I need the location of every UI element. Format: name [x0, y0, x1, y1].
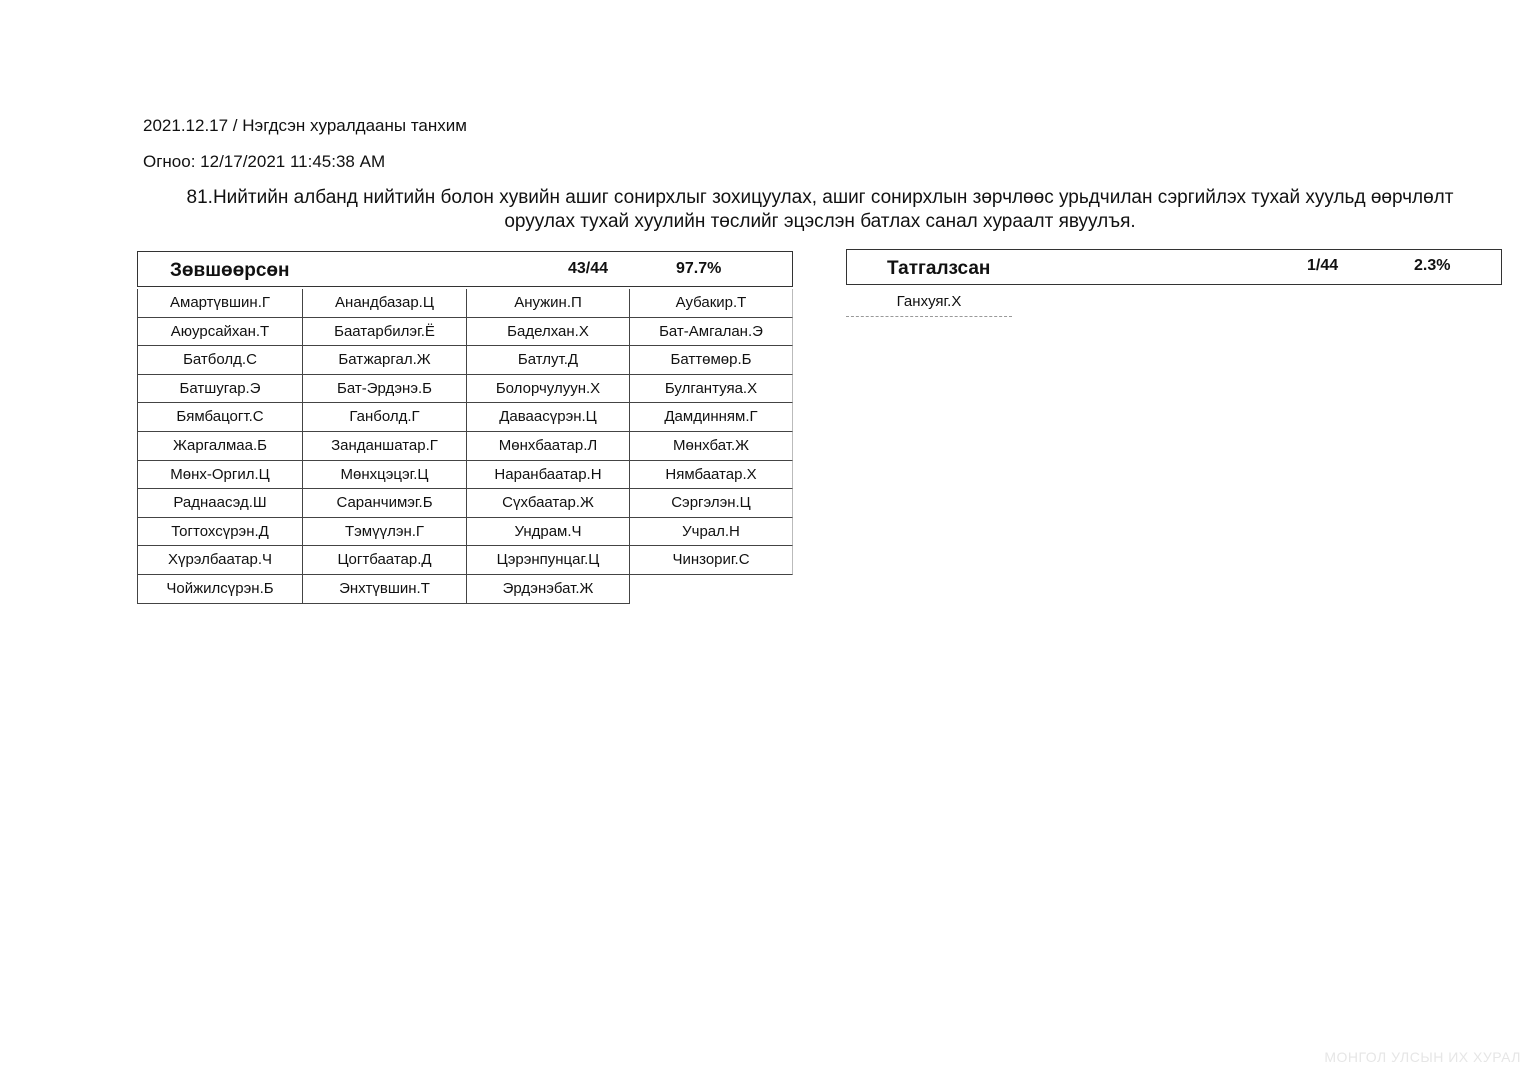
approved-name-cell: Тогтохсүрэн.Д [137, 518, 303, 547]
approved-name-cell: Баатарбилэг.Ё [303, 318, 467, 347]
rejected-count: 1/44 [1307, 257, 1339, 274]
approved-title: Зөвшөөрсөн [170, 260, 290, 281]
approved-name-cell: Батжаргал.Ж [303, 346, 467, 375]
rejected-names-list [846, 290, 1012, 317]
approved-name-cell: Амартүвшин.Г [137, 289, 303, 318]
approved-name-cell: Ундрам.Ч [467, 518, 630, 547]
approved-name-cell: Баттөмөр.Б [630, 346, 793, 375]
approved-name-cell: Анандбазар.Ц [303, 289, 467, 318]
motion-title: 81.Нийтийн албанд нийтийн болон хувийн ашиг сонирхлыг зохицуулах, ашиг сонирхлын зөрчлөөс урьдчилан сэргийлэх тухай хуульд өөрчлөлт оруулах тухай хуулийн төслийг эцэслэн батлах санал хураалт явуулъя. [186, 187, 1454, 232]
approved-name-cell: Булгантуяа.Х [630, 375, 793, 404]
approved-name-cell: Цогтбаатар.Д [303, 546, 467, 575]
approved-name-cell: Учрал.Н [630, 518, 793, 547]
approved-name-cell: Чойжилсүрэн.Б [137, 575, 303, 604]
approved-name-cell: Нямбаатар.Х [630, 461, 793, 490]
rejected-name-cell: Ганхуяг.Х [846, 290, 1012, 317]
approved-name-cell: Болорчулуун.Х [467, 375, 630, 404]
session-location-line: 2021.12.17 / Нэгдсэн хуралдааны танхим [143, 116, 467, 135]
approved-name-cell: Даваасүрэн.Ц [467, 403, 630, 432]
date-line: Огноо: 12/17/2021 11:45:38 AM [143, 152, 386, 171]
watermark: МОНГОЛ УЛСЫН ИХ ХУРАЛ [1324, 1049, 1521, 1065]
approved-header [137, 251, 793, 287]
approved-name-cell: Цэрэнпунцаг.Ц [467, 546, 630, 575]
approved-percent: 97.7% [676, 260, 722, 277]
approved-name-cell: Мөнхбаатар.Л [467, 432, 630, 461]
approved-name-cell: Батшугар.Э [137, 375, 303, 404]
approved-name-cell: Батлут.Д [467, 346, 630, 375]
approved-name-cell: Энхтүвшин.Т [303, 575, 467, 604]
approved-name-cell: Баделхан.Х [467, 318, 630, 347]
approved-name-cell: Саранчимэг.Б [303, 489, 467, 518]
approved-name-cell: Чинзориг.С [630, 546, 793, 575]
approved-name-cell: Занданшатар.Г [303, 432, 467, 461]
approved-name-cell: Эрдэнэбат.Ж [467, 575, 630, 604]
approved-name-cell: Жаргалмаа.Б [137, 432, 303, 461]
approved-name-cell: Сүхбаатар.Ж [467, 489, 630, 518]
approved-name-cell: Батболд.С [137, 346, 303, 375]
rejected-percent: 2.3% [1414, 257, 1451, 274]
approved-name-cell: Бат-Амгалан.Э [630, 318, 793, 347]
approved-name-cell: Мөнх-Оргил.Ц [137, 461, 303, 490]
approved-name-cell: Мөнхбат.Ж [630, 432, 793, 461]
approved-name-cell: Сэргэлэн.Ц [630, 489, 793, 518]
approved-count: 43/44 [568, 260, 609, 277]
approved-name-cell: Аюурсайхан.Т [137, 318, 303, 347]
rejected-header [846, 249, 1502, 285]
approved-name-cell: Наранбаатар.Н [467, 461, 630, 490]
approved-name-cell: Аубакир.Т [630, 289, 793, 318]
rejected-title: Татгалзсан [887, 258, 991, 279]
approved-name-cell: Ганболд.Г [303, 403, 467, 432]
approved-names-grid [137, 289, 793, 604]
approved-name-cell: Дамдинням.Г [630, 403, 793, 432]
approved-name-cell: Анужин.П [467, 289, 630, 318]
approved-name-cell: Хүрэлбаатар.Ч [137, 546, 303, 575]
approved-name-cell: Тэмүүлэн.Г [303, 518, 467, 547]
approved-name-cell: Бат-Эрдэнэ.Б [303, 375, 467, 404]
approved-name-cell: Мөнхцэцэг.Ц [303, 461, 467, 490]
approved-name-cell: Раднаасэд.Ш [137, 489, 303, 518]
approved-name-cell: Бямбацогт.С [137, 403, 303, 432]
